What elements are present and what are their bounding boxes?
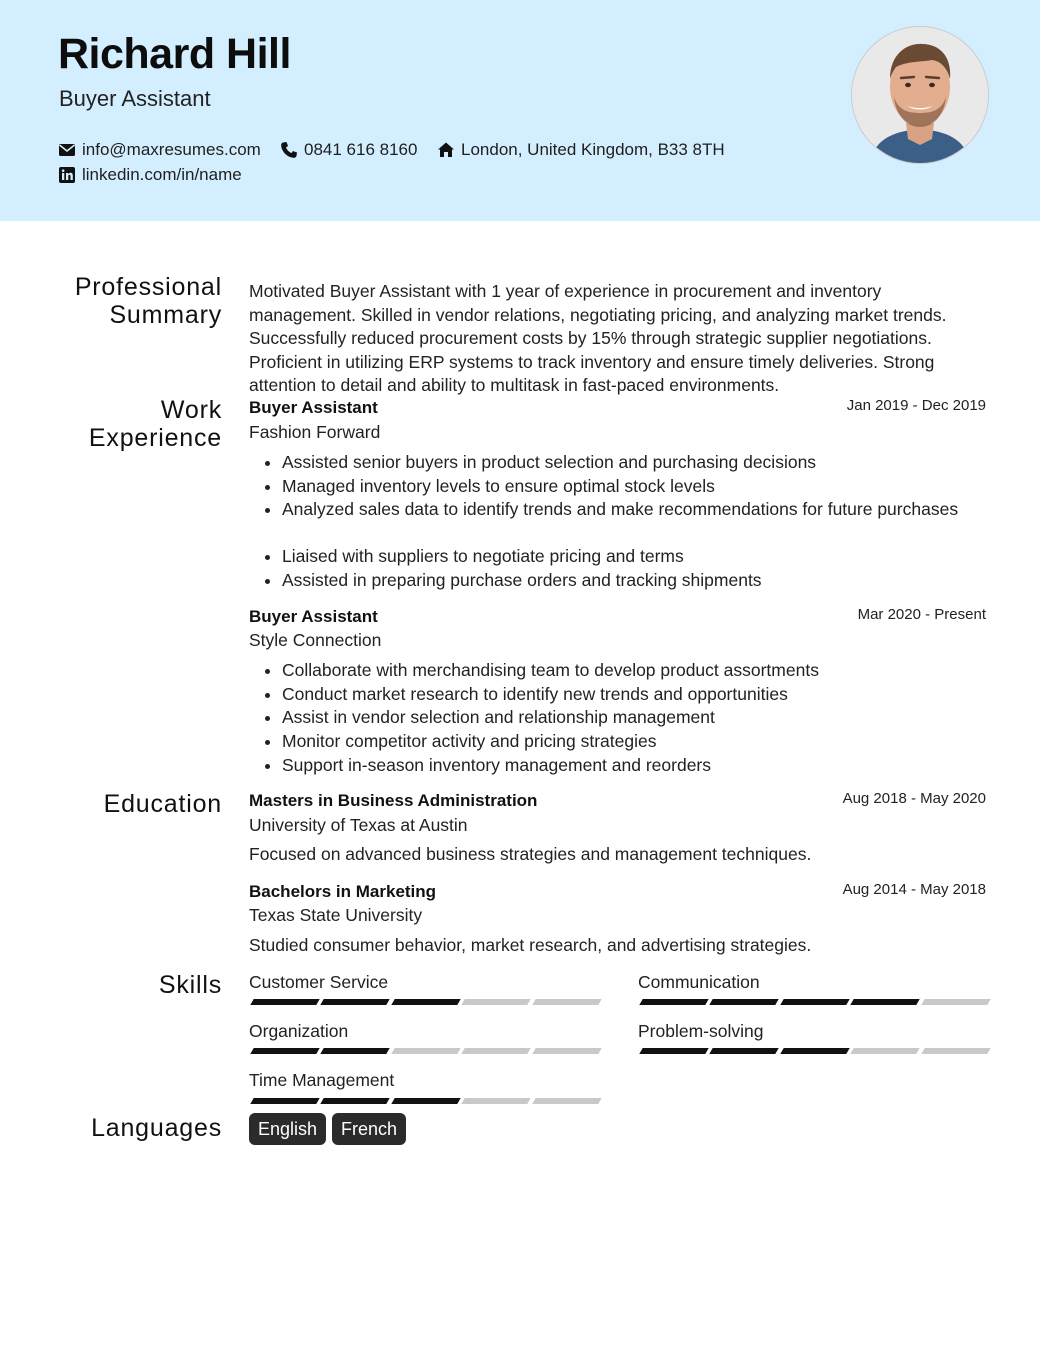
skill-segment-empty: [850, 1048, 920, 1054]
skill-segment-filled: [391, 1098, 461, 1104]
skill-level-bar: [252, 1048, 600, 1054]
section-heading-summary: [75, 273, 222, 329]
skill-name: Communication: [638, 972, 760, 992]
skill-segment-filled: [391, 999, 461, 1005]
skill-segment-empty: [461, 1048, 531, 1054]
contact-address: [437, 140, 725, 160]
address-text: London, United Kingdom, B33 8TH: [461, 140, 725, 159]
job-dates: Mar 2020 - Present: [857, 606, 986, 623]
list-item: • Managed inventory levels to ensure optimal stock levels: [282, 475, 958, 499]
skill-segment-empty: [391, 1048, 461, 1054]
school-name: Texas State University: [249, 905, 423, 925]
skill-segment-filled: [321, 1098, 391, 1104]
skill-segment-filled: [639, 1048, 709, 1054]
linkedin-text[interactable]: linkedin.com/in/name: [82, 165, 242, 184]
skill-level-bar: [252, 999, 600, 1005]
degree-title: Masters in Business Administration: [249, 791, 538, 810]
heading-line: Work: [160, 396, 222, 424]
skill-segment-empty: [461, 1098, 531, 1104]
skill-level-bar: [641, 999, 989, 1005]
linkedin-icon: [58, 166, 76, 184]
job-dates: Jan 2019 - Dec 2019: [846, 397, 986, 414]
job-title: Buyer Assistant: [249, 398, 378, 417]
candidate-name: Richard Hill: [58, 30, 291, 78]
list-item: • Support in-season inventory management and reorders: [282, 754, 819, 778]
skill-segment-empty: [921, 1048, 991, 1054]
skill-segment-filled: [639, 999, 709, 1005]
skill-name: Problem-solving: [638, 1021, 764, 1041]
job-company: Style Connection: [249, 630, 382, 650]
skill-segment-filled: [710, 999, 780, 1005]
contact-email[interactable]: [58, 140, 261, 160]
heading-line: Summary: [109, 301, 222, 329]
skill-segment-empty: [532, 1048, 602, 1054]
skill-segment-filled: [321, 1048, 391, 1054]
skill-segment-filled: [321, 999, 391, 1005]
language-badge: English: [249, 1113, 326, 1145]
list-item: • Monitor competitor activity and pricing strategies: [282, 730, 819, 754]
summary-text: Motivated Buyer Assistant with 1 year of experience in procurement and inventory management. Skilled in vendor relations, negotiating pricing, and analyzing market trends. Successfully reduced procurement costs by 15% through strategic supplier negotiations. Proficient in utilizing ERP systems to track inventory and ensure timely deliveries. Strong attention to detail and ability to multitask in fast-paced environments.: [249, 281, 947, 395]
list-item: • Liaised with suppliers to negotiate pricing and terms: [282, 545, 762, 569]
contact-phone[interactable]: [280, 140, 417, 160]
section-heading-education: [104, 790, 222, 818]
list-item: • Conduct market research to identify new trends and opportunities: [282, 683, 819, 707]
skill-segment-empty: [461, 999, 531, 1005]
job-company: Fashion Forward: [249, 422, 381, 442]
heading-line: Skills: [158, 971, 222, 999]
skill-name: Time Management: [249, 1070, 395, 1090]
list-item: • Collaborate with merchandising team to develop product assortments: [282, 659, 819, 683]
job-bullets: [258, 659, 819, 778]
job-title: Buyer Assistant: [249, 607, 378, 626]
list-item: • Assisted senior buyers in product selection and purchasing decisions: [282, 451, 958, 475]
list-item: • Assist in vendor selection and relationship management: [282, 706, 819, 730]
candidate-title: Buyer Assistant: [59, 86, 211, 111]
section-heading-languages: [91, 1114, 222, 1142]
skill-segment-empty: [921, 999, 991, 1005]
job-bullets: [258, 451, 958, 522]
phone-text[interactable]: 0841 616 8160: [304, 140, 418, 159]
job-bullets: [258, 545, 762, 592]
envelope-icon: [58, 141, 76, 159]
heading-line: Education: [103, 790, 222, 818]
skill-segment-filled: [710, 1048, 780, 1054]
school-name: University of Texas at Austin: [249, 815, 468, 835]
home-icon: [437, 141, 455, 159]
section-heading-skills: [159, 971, 222, 999]
skill-segment-filled: [850, 999, 920, 1005]
skill-segment-filled: [250, 999, 320, 1005]
skill-segment-empty: [532, 999, 602, 1005]
skill-segment-filled: [250, 1048, 320, 1054]
language-badge: French: [332, 1113, 406, 1145]
skill-name: Customer Service: [249, 972, 389, 992]
list-item: • Analyzed sales data to identify trends and make recommendations for future purchases: [282, 498, 958, 522]
phone-icon: [280, 141, 298, 159]
contact-linkedin[interactable]: [58, 165, 242, 185]
heading-line: Professional: [74, 273, 222, 301]
education-description: Focused on advanced business strategies and management techniques.: [249, 844, 812, 864]
heading-line: Languages: [91, 1114, 222, 1142]
list-item: • Assisted in preparing purchase orders and tracking shipments: [282, 569, 762, 593]
skill-segment-filled: [780, 1048, 850, 1054]
profile-photo: [851, 26, 989, 164]
resume-header: [0, 0, 1040, 221]
email-text[interactable]: info@maxresumes.com: [82, 140, 261, 159]
skill-name: Organization: [249, 1021, 349, 1041]
skill-level-bar: [641, 1048, 989, 1054]
skill-segment-filled: [780, 999, 850, 1005]
skill-level-bar: [252, 1098, 600, 1104]
skill-segment-filled: [250, 1098, 320, 1104]
heading-line: Experience: [88, 424, 222, 452]
skill-segment-empty: [532, 1098, 602, 1104]
section-heading-work: [89, 396, 222, 452]
degree-title: Bachelors in Marketing: [249, 882, 437, 901]
education-dates: Aug 2014 - May 2018: [842, 881, 986, 898]
education-description: Studied consumer behavior, market research, and advertising strategies.: [249, 935, 812, 955]
education-dates: Aug 2018 - May 2020: [842, 790, 986, 807]
